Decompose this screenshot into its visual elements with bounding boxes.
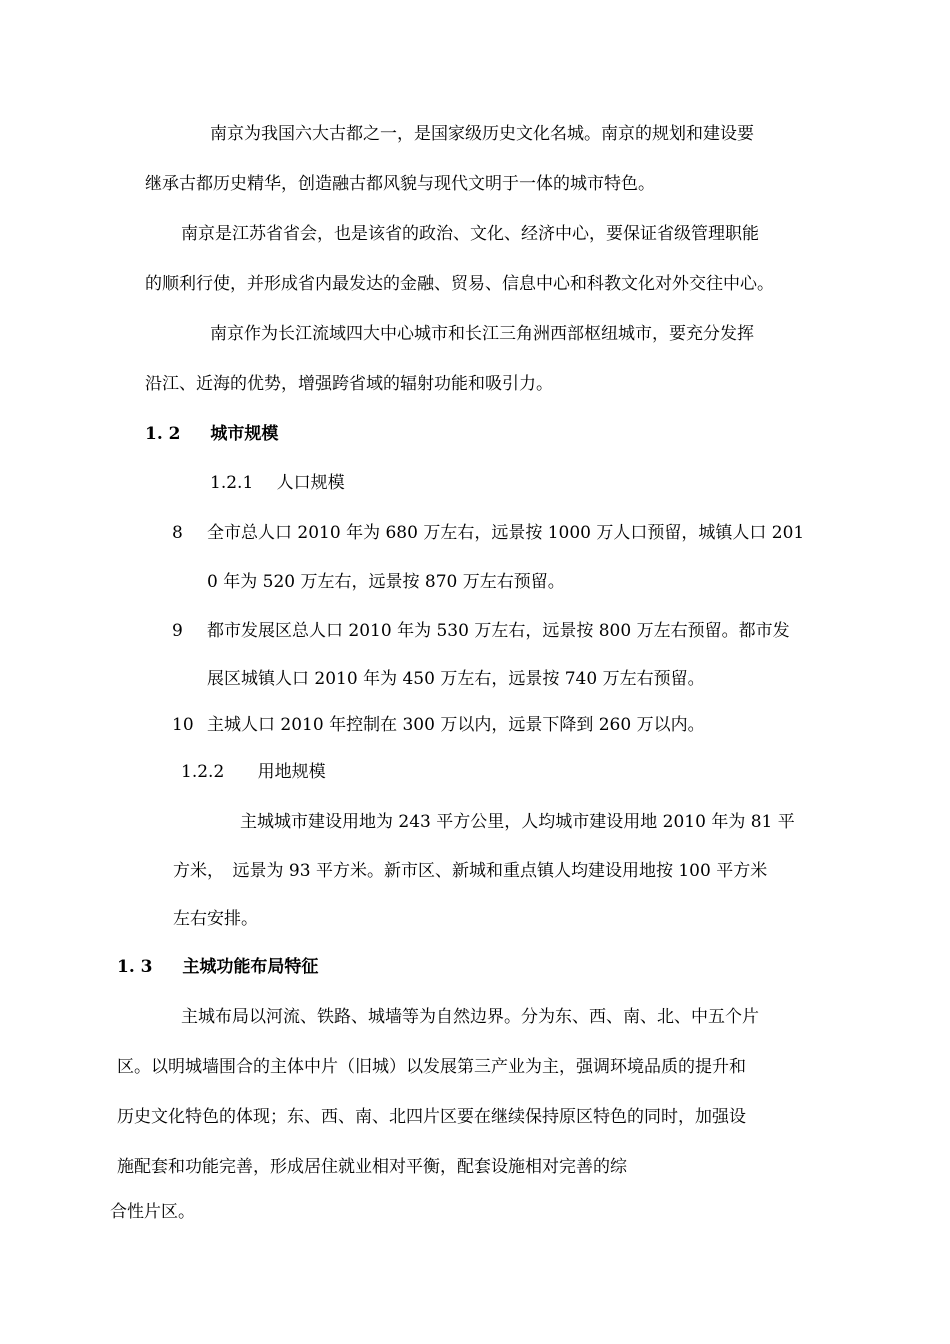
list-item-line: 主城人口 2010 年控制在 300 万以内，远景下降到 260 万以内。 <box>207 715 705 735</box>
list-item-line: 全市总人口 2010 年为 680 万左右，远景按 1000 万人口预留，城镇人口 201 <box>207 523 805 543</box>
paragraph-line: 区。以明城墙围合的主体中片（旧城）以发展第三产业为主，强调环境品质的提升和 <box>117 1057 746 1077</box>
subsection-number: 1.2.2 <box>181 762 225 782</box>
paragraph-line: 历史文化特色的体现；东、西、南、北四片区要在继续保持原区特色的同时，加强设 <box>117 1107 746 1127</box>
list-item-number: 9 <box>172 621 183 641</box>
paragraph-line: 合性片区。 <box>110 1202 195 1222</box>
list-item-number: 8 <box>172 523 183 543</box>
section-number: 1. 3 <box>117 957 153 977</box>
paragraph-line: 施配套和功能完善，形成居住就业相对平衡，配套设施相对完善的综 <box>117 1157 627 1177</box>
section-heading <box>117 955 318 979</box>
subsection-number: 1.2.1 <box>210 473 254 493</box>
paragraph-line: 方米， 远景为 93 平方米。新市区、新城和重点镇人均建设用地按 100 平方米 <box>173 861 768 881</box>
paragraph-line: 南京为我国六大古都之一，是国家级历史文化名城。南京的规划和建设要 <box>210 124 754 144</box>
section-number: 1. 2 <box>145 424 181 444</box>
section-title: 城市规模 <box>210 424 279 444</box>
paragraph-line: 左右安排。 <box>173 909 258 929</box>
list-item-line: 都市发展区总人口 2010 年为 530 万左右，远景按 800 万左右预留。都市发 <box>207 621 790 641</box>
subsection-heading <box>210 471 345 495</box>
paragraph-line: 沿江、近海的优势，增强跨省域的辐射功能和吸引力。 <box>145 374 553 394</box>
list-item-line: 0 年为 520 万左右，远景按 870 万左右预留。 <box>207 572 565 592</box>
subsection-title: 用地规模 <box>257 762 326 782</box>
list-item-line: 展区城镇人口 2010 年为 450 万左右，远景按 740 万左右预留。 <box>207 669 705 689</box>
subsection-title: 人口规模 <box>276 473 345 493</box>
paragraph-line: 南京作为长江流域四大中心城市和长江三角洲西部枢纽城市，要充分发挥 <box>210 324 754 344</box>
paragraph-line: 主城城市建设用地为 243 平方公里，人均城市建设用地 2010 年为 81 平 <box>240 812 795 832</box>
subsection-heading <box>181 760 326 784</box>
paragraph-line: 的顺利行使，并形成省内最发达的金融、贸易、信息中心和科教文化对外交往中心。 <box>145 274 774 294</box>
paragraph-line: 南京是江苏省省会，也是该省的政治、文化、经济中心，要保证省级管理职能 <box>181 224 759 244</box>
paragraph-line: 主城布局以河流、铁路、城墙等为自然边界。分为东、西、南、北、中五个片 <box>181 1007 759 1027</box>
section-heading <box>145 422 278 446</box>
paragraph-line: 继承古都历史精华，创造融古都风貌与现代文明于一体的城市特色。 <box>145 174 655 194</box>
list-item-number: 10 <box>172 715 194 735</box>
section-title: 主城功能布局特征 <box>182 957 319 977</box>
